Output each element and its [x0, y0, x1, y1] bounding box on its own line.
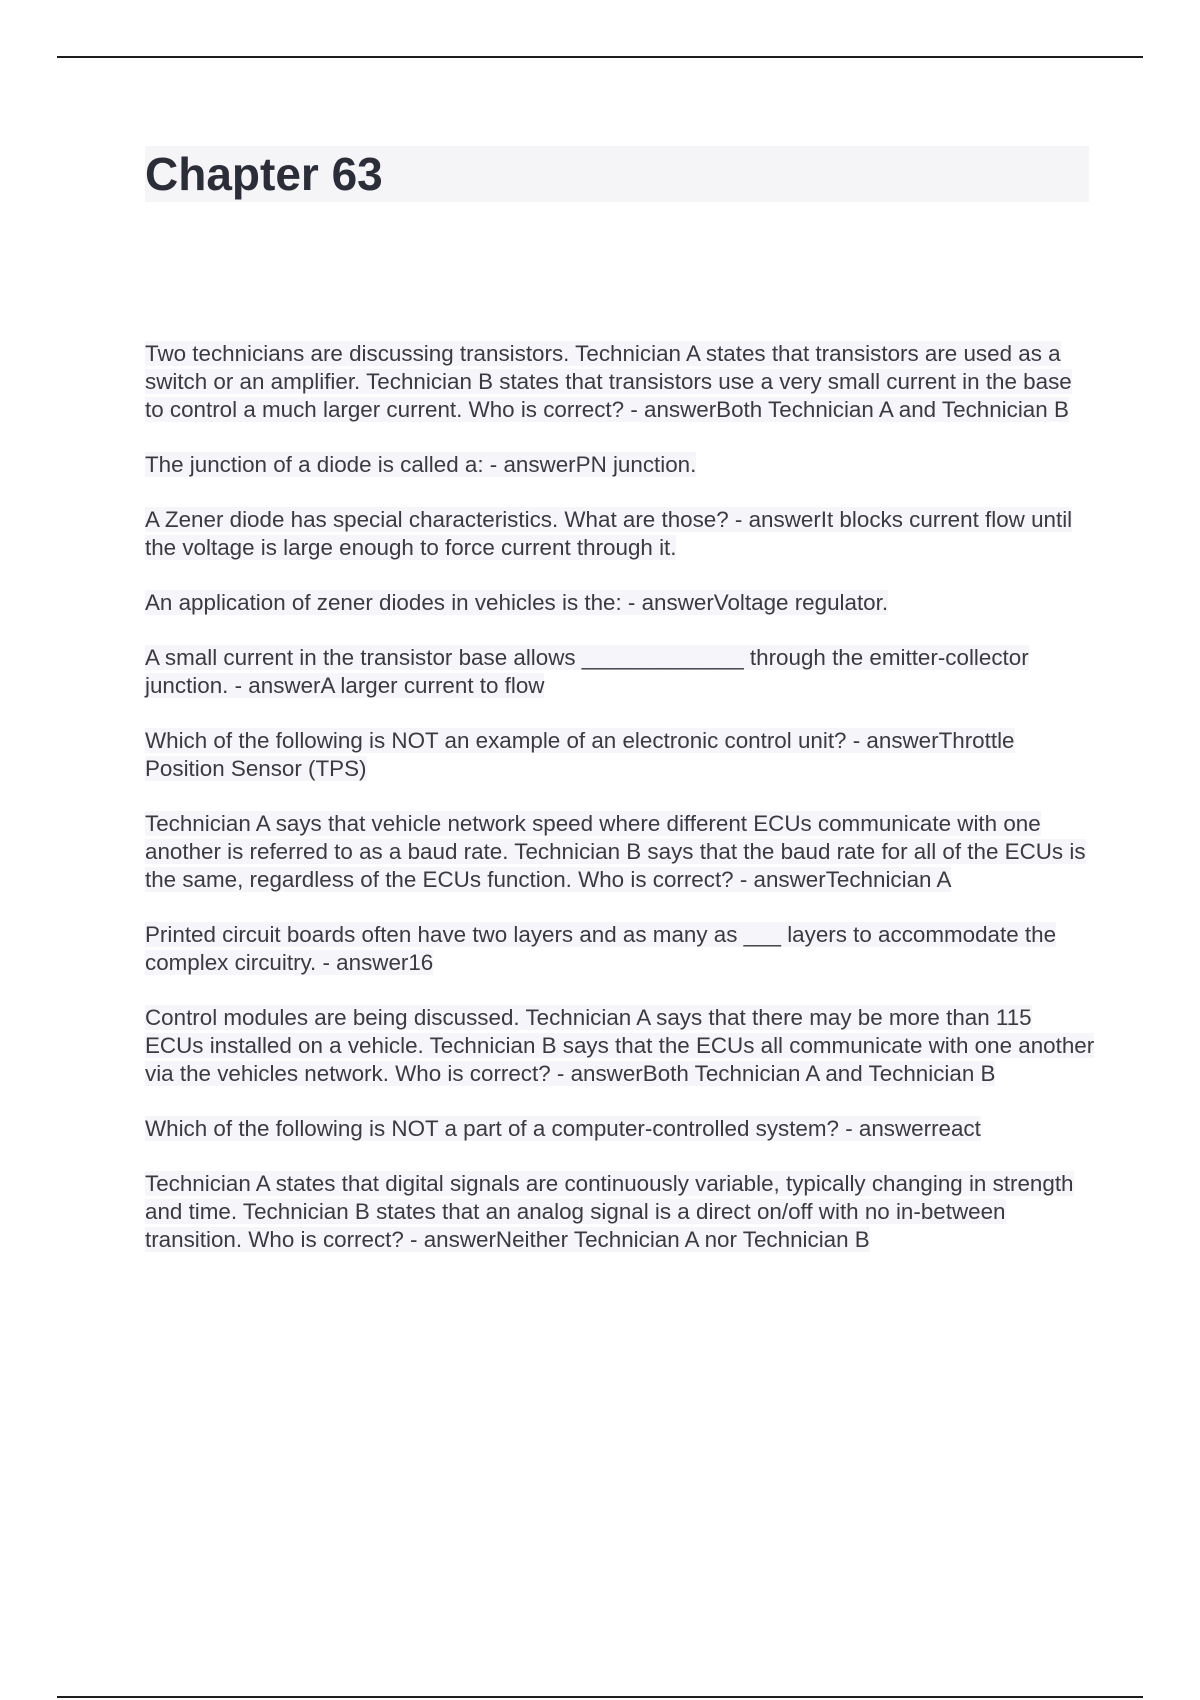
- qa-text: Which of the following is NOT an example of an electronic control unit? - answerThrottle Position Sensor (TPS): [145, 728, 1015, 781]
- top-rule: [57, 56, 1143, 58]
- qa-text: A Zener diode has special characteristics. What are those? - answerIt blocks current flow until the voltage is large enough to force current through it.: [145, 507, 1073, 560]
- qa-item: [145, 1115, 1095, 1143]
- qa-text: Printed circuit boards often have two layers and as many as ___ layers to accommodate the complex circuitry. - answer16: [145, 922, 1057, 975]
- qa-item: [145, 340, 1095, 424]
- qa-item: [145, 451, 1095, 479]
- qa-item: [145, 921, 1095, 977]
- qa-text: An application of zener diodes in vehicles is the: - answerVoltage regulator.: [145, 590, 889, 615]
- qa-text: A small current in the transistor base allows _____________ through the emitter-collector junction. - answerA larger current to flow: [145, 645, 1029, 698]
- bottom-rule: [57, 1696, 1143, 1698]
- qa-text: Control modules are being discussed. Technician A says that there may be more than 115 ECUs installed on a vehicle. Technician B says that the ECUs all communicate with one another via the vehicles network. Who is correct? - answerBoth Technician A and Technician B: [145, 1005, 1095, 1086]
- qa-item: [145, 1004, 1095, 1088]
- qa-item: [145, 727, 1095, 783]
- qa-item: [145, 1170, 1095, 1254]
- qa-text: Technician A states that digital signals are continuously variable, typically changing in strength and time. Technician B states that an analog signal is a direct on/off with no in-between transition. Who is correct? - answerNeither Technician A nor Technician B: [145, 1171, 1074, 1252]
- qa-text: Which of the following is NOT a part of a computer-controlled system? - answerreact: [145, 1116, 981, 1141]
- page-title: Chapter 63: [145, 148, 383, 200]
- qa-text: Technician A says that vehicle network speed where different ECUs communicate with one another is referred to as a baud rate. Technician B says that the baud rate for all of the ECUs is the same, regardless of the ECUs function. Who is correct? - answerTechnician A: [145, 811, 1086, 892]
- qa-item: [145, 644, 1095, 700]
- qa-item: [145, 589, 1095, 617]
- qa-list: [145, 340, 1095, 1281]
- qa-item: [145, 506, 1095, 562]
- qa-item: [145, 810, 1095, 894]
- qa-text: The junction of a diode is called a: - answerPN junction.: [145, 452, 697, 477]
- qa-text: Two technicians are discussing transistors. Technician A states that transistors are used as a switch or an amplifier. Technician B states that transistors use a very small current in the base to control a much larger current. Who is correct? - answerBoth Technician A and Technician B: [145, 341, 1072, 422]
